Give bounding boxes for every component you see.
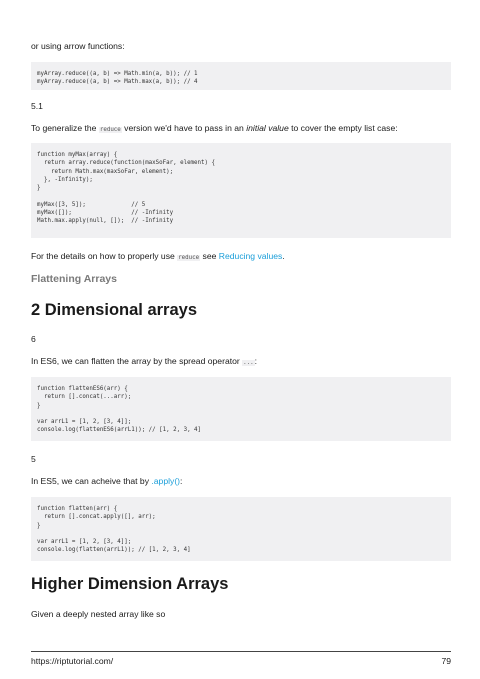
- text: .: [282, 251, 285, 261]
- heading-higher-dimension: Higher Dimension Arrays: [31, 575, 229, 593]
- apply-link[interactable]: .apply(): [151, 476, 181, 486]
- code-block-arrow: myArray.reduce((a, b) => Math.min(a, b)); // 1 myArray.reduce((a, b) => Math.max(a, b)); // 4: [31, 62, 451, 90]
- page-number: 79: [441, 656, 451, 666]
- text: In ES6, we can flatten the array by the spread operator: [31, 356, 243, 366]
- reducing-values-link[interactable]: Reducing values: [218, 251, 283, 261]
- text: For the details on how to properly use: [31, 251, 178, 261]
- footer-divider: [31, 651, 451, 652]
- answer-number: 5: [31, 454, 36, 464]
- paragraph-generalize: [31, 123, 398, 136]
- footer-url[interactable]: https://riptutorial.com/: [31, 656, 114, 666]
- paragraph-arrow-functions: or using arrow functions:: [31, 41, 125, 51]
- text: :: [254, 356, 258, 366]
- code-block-mymax: function myMax(array) { return array.reduce(function(maxSoFar, element) { return Math.max(maxSoFar, element); }, -Infinity); } myMax([3, 5]); // 5 myMax([]); // -Infinity Math.max.apply(null, []); // -Infinity: [31, 143, 451, 238]
- text: :: [180, 476, 183, 486]
- code-block-es6: function flattenES6(arr) { return [].concat(...arr); } var arrL1 = [1, 2, [3, 4]]; console.log(flattenES6(arrL1)); // [1, 2, 3, 4]: [31, 377, 451, 441]
- inline-code: ...: [243, 360, 254, 366]
- paragraph-es5: [31, 476, 182, 487]
- paragraph-es6: [31, 356, 257, 369]
- section-heading-flattening: Flattening Arrays: [31, 273, 117, 285]
- paragraph-details: [31, 251, 285, 264]
- inline-code: reduce: [99, 127, 121, 133]
- answer-number: 5.1: [31, 101, 43, 111]
- answer-number: 6: [31, 334, 36, 344]
- emphasis: initial value: [246, 123, 289, 133]
- text: version we'd have to pass in an: [121, 123, 247, 133]
- text: to cover the empty list case:: [288, 123, 398, 133]
- text: see: [200, 251, 219, 261]
- inline-code: reduce: [178, 255, 200, 261]
- paragraph-given: Given a deeply nested array like so: [31, 609, 166, 619]
- code-block-es5: function flatten(arr) { return [].concat.apply([], arr); } var arrL1 = [1, 2, [3, 4]]; console.log(flatten(arrL1)); // [1, 2, 3, 4]: [31, 497, 451, 561]
- text: In ES5, we can acheive that by: [31, 476, 152, 486]
- heading-2d-arrays: 2 Dimensional arrays: [31, 301, 197, 319]
- text: To generalize the: [31, 123, 99, 133]
